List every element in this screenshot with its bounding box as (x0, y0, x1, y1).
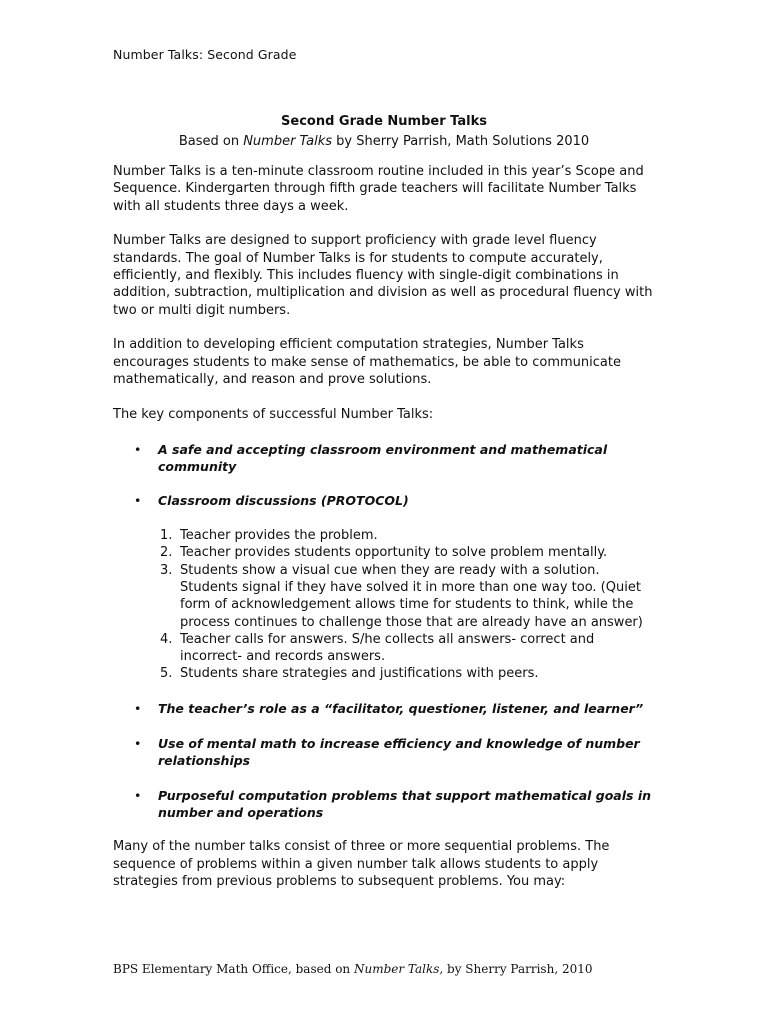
footer-prefix: BPS Elementary Math Office, based on (113, 962, 354, 976)
bullet-icon: • (134, 701, 142, 717)
protocol-step (113, 665, 653, 682)
subtitle-suffix: by Sherry Parrish, Math Solutions 2010 (332, 134, 590, 149)
bullet-text: The teacher’s role as a “facilitator, questioner, listener, and learner” (158, 701, 644, 717)
step-number: 2. (160, 545, 173, 561)
step-text: Teacher provides students opportunity to solve problem mentally. (180, 545, 608, 561)
protocol-step (113, 527, 653, 544)
bullet-item (113, 787, 653, 822)
paragraph-key-components: The key components of successful Number Talks: (113, 406, 434, 422)
protocol-step (113, 562, 653, 631)
page-footer (113, 962, 592, 976)
footer-suffix: by Sherry Parrish, 2010 (443, 962, 593, 976)
footer-book: Number Talks, (353, 962, 444, 976)
step-text: Teacher calls for answers. S/he collects all answers- correct and incorrect- and records answers. (180, 631, 595, 665)
protocol-step (113, 544, 653, 561)
step-number: 4. (160, 631, 173, 647)
step-text: Teacher provides the problem. (180, 528, 378, 544)
bullet-icon: • (134, 493, 142, 509)
document-title: Second Grade Number Talks (281, 114, 487, 129)
step-number: 3. (160, 562, 173, 578)
key-components-list-a (113, 441, 653, 510)
bullet-icon: • (134, 441, 142, 457)
step-number: 1. (160, 528, 173, 544)
document-subtitle (0, 132, 768, 152)
step-text: Students show a visual cue when they are ready with a solution. Students signal if they have solved it in more than one way too. (Quiet form of acknowledgement allows time for students to think, while the process continues to challenge those that are already have an answer) (180, 562, 643, 630)
bullet-icon: • (134, 735, 142, 751)
subtitle-prefix: Based on (178, 134, 244, 149)
protocol-steps-list (113, 527, 653, 683)
paragraph-strategies: In addition to developing efficient computation strategies, Number Talks encourages students to make sense of mathematics, be able to communicate mathematically, and reason and prove solutions. (113, 337, 621, 387)
bullet-item (113, 441, 653, 476)
bullet-text: Use of mental math to increase efficiency and knowledge of number relationships (158, 735, 640, 768)
document-body (113, 163, 653, 908)
bullet-text: A safe and accepting classroom environment and mathematical community (158, 441, 608, 474)
protocol-step (113, 631, 653, 666)
step-text: Students share strategies and justifications with peers. (180, 666, 539, 682)
title-block (0, 112, 768, 152)
bullet-text: Classroom discussions (PROTOCOL) (158, 493, 409, 509)
running-header: Number Talks: Second Grade (113, 47, 297, 62)
key-components-list-b (113, 700, 653, 821)
step-number: 5. (160, 666, 173, 682)
bullet-item (113, 735, 653, 770)
paragraph-goals: Number Talks are designed to support proficiency with grade level fluency standards. The goal of Number Talks is for students to compute accurately, efficiently, and flexibly. This includes fluency with single-digit combinations in addition, subtraction, multiplication and division as well as procedural fluency with two or multi digit numbers. (113, 233, 653, 318)
bullet-text: Purposeful computation problems that support mathematical goals in number and operations (158, 787, 652, 820)
bullet-item (113, 700, 653, 717)
subtitle-book: Number Talks (243, 134, 333, 149)
bullet-item (113, 492, 653, 509)
paragraph-intro: Number Talks is a ten-minute classroom routine included in this year’s Scope and Sequence. Kindergarten through fifth grade teachers will facilitate Number Talks with all students three days a week. (113, 164, 644, 214)
bullet-icon: • (134, 787, 142, 803)
paragraph-closing: Many of the number talks consist of three or more sequential problems. The sequence of problems within a given number talk allows students to apply strategies from previous problems to subsequent problems. You may: (113, 839, 610, 889)
